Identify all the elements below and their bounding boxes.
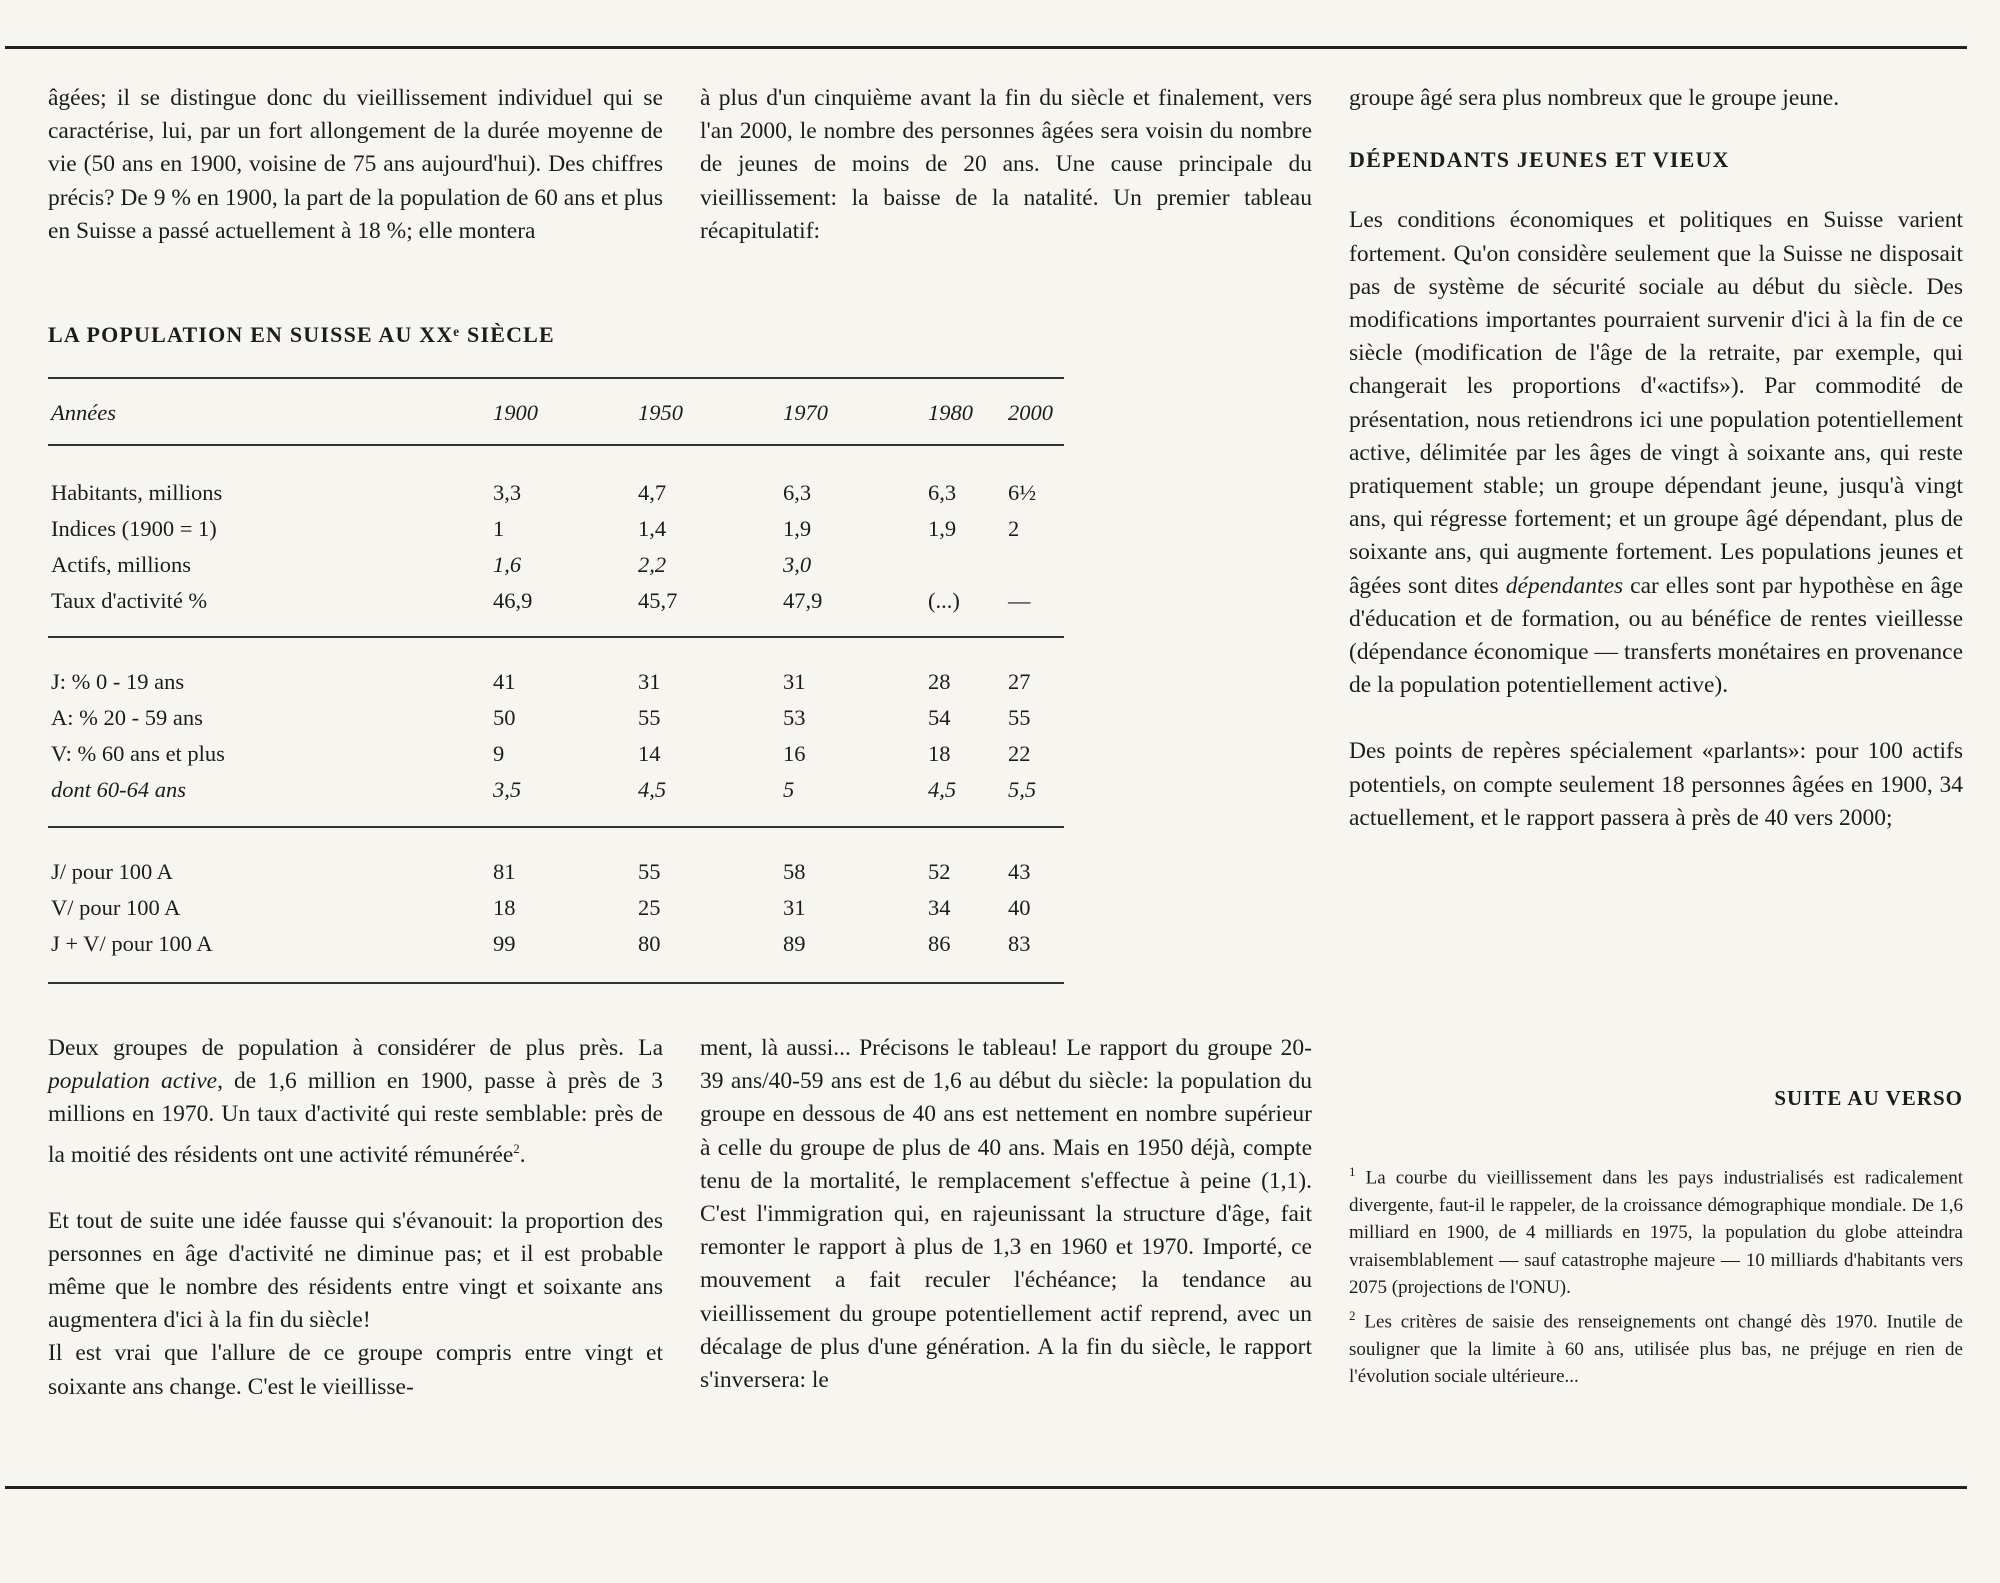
cell: 34 [928, 895, 951, 920]
footnote-mark: 1 [1349, 1164, 1356, 1179]
cell: 47,9 [783, 588, 823, 613]
cell: 58 [783, 859, 806, 884]
cell: 55 [1008, 705, 1031, 730]
cell: 14 [638, 741, 661, 766]
table-row [48, 859, 1064, 893]
cell: 83 [1008, 931, 1031, 956]
table-row [48, 588, 1064, 622]
column-2-top [700, 82, 1312, 248]
header-1980: 1980 [928, 400, 973, 425]
row-label: V: % 60 ans et plus [51, 741, 225, 766]
footnote-text: La courbe du vieillissement dans les pays industrialisés est radicalement divergente, faut-il le rappeler, de la croissance démographique mondiale. De 1,6 milliard en 1900, de 4 milliards en 1975, la population du globe atteindra vraisemblablement — sauf catastrophe majeure — 10 milliards d'habitants vers 2075 (projections de l'ONU). [1349, 1167, 1963, 1299]
cell: 4,5 [928, 777, 957, 802]
table-row [48, 669, 1064, 703]
table-rule-2 [48, 826, 1064, 828]
table-row [48, 705, 1064, 739]
table-row [48, 931, 1064, 965]
cell: 1,9 [928, 516, 957, 541]
table-row [48, 895, 1064, 929]
footnote-text: Les critères de saisie des renseignements ont changé dès 1970. Inutile de souligner que la limite à 60 ans, utilisée plus bas, ne préjuge en rien de l'évolution sociale ultérieure... [1349, 1311, 1963, 1388]
cell: 80 [638, 931, 661, 956]
emphasis: population active [48, 1068, 218, 1095]
text-run: , de 1,6 million en 1900, passe à près de 3 millions en 1970. Un taux d'activité qui reste semblable: près de la moitié des résidents ont une activité rémunérée [48, 1068, 664, 1168]
cell: 46,9 [493, 588, 533, 613]
column-2-bottom [700, 1032, 1312, 1397]
cell: 27 [1008, 669, 1031, 694]
table-rule-header [48, 444, 1064, 446]
row-label: J: % 0 - 19 ans [51, 669, 185, 694]
col3-paragraph-2: Des points de repères spécialement «parlants»: pour 100 actifs potentiels, on compte seulement 18 personnes âgées en 1900, 34 actuellement, et le rapport passera à près de 40 vers 2000; [1349, 738, 1963, 831]
cell: — [1008, 588, 1031, 613]
table-rule-1 [48, 636, 1064, 638]
cell: 89 [783, 931, 806, 956]
row-label: dont 60-64 ans [51, 777, 186, 802]
col2-bottom-paragraph: ment, là aussi... Précisons le tableau! Le rapport du groupe 20-39 ans/40-59 ans est de 1,6 au début du siècle: la population du groupe en dessous de 40 ans est nettement en nombre supérieur à celle du groupe de plus de 40 ans. Mais en 1950 déjà, compte tenu de la mortalité, le remplacement s'effectue à peine (1,1). C'est l'immigration qui, en rajeunissant la structure d'âge, fait remonter le rapport à plus de 1,3 en 1960 et 1970. Importé, ce mouvement a fait reculer l'échéance; la tendance au vieillissement du groupe potentiellement actif reprend, avec un décalage de plus d'une génération. A la fin du siècle, le rapport s'inversera: le [700, 1035, 1312, 1394]
footnotes [1349, 1158, 1963, 1391]
cell: 1,6 [493, 552, 522, 577]
header-2000: 2000 [1008, 400, 1053, 425]
col3-paragraph-0: groupe âgé sera plus nombreux que le groupe jeune. [1349, 85, 1840, 111]
cell: 43 [1008, 859, 1031, 884]
footnote-2 [1349, 1302, 1963, 1391]
header-1950: 1950 [638, 400, 683, 425]
cell: 54 [928, 705, 951, 730]
row-label: A: % 20 - 59 ans [51, 705, 203, 730]
text-run: car elles sont par hypothèse en âge d'éducation et de formation, ou au bénéfice de rentes vieillesse (dépendance économique — transferts monétaires en provenance de la population potentiellement active). [1349, 572, 1963, 699]
footnote-1 [1349, 1158, 1963, 1302]
cell: 45,7 [638, 588, 678, 613]
cell: 22 [1008, 741, 1031, 766]
row-label: Actifs, millions [51, 552, 191, 577]
col3-paragraph-1 [1349, 204, 1963, 702]
col1-bottom-paragraph-1 [48, 1032, 663, 1172]
col2-paragraph: à plus d'un cinquième avant la fin du siècle et finalement, vers l'an 2000, le nombre des personnes âgées sera voisin du nombre de jeunes de moins de 20 ans. Une cause principale du vieillissement: la baisse de la natalité. Un premier tableau récapitulatif: [700, 85, 1312, 244]
cell: 55 [638, 859, 661, 884]
cell: 6,3 [783, 480, 812, 505]
cell: 6½ [1008, 480, 1037, 505]
cell: 50 [493, 705, 516, 730]
cell: 5 [783, 777, 795, 802]
cell: 18 [493, 895, 516, 920]
cell: 81 [493, 859, 516, 884]
cell: 5,5 [1008, 777, 1037, 802]
cell: 53 [783, 705, 806, 730]
table-row [48, 741, 1064, 775]
top-rule [5, 46, 1967, 49]
cell: 25 [638, 895, 661, 920]
table-row [48, 480, 1064, 514]
cell: 3,5 [493, 777, 522, 802]
cell: 40 [1008, 895, 1031, 920]
cell: 31 [783, 895, 806, 920]
cell: 2 [1008, 516, 1020, 541]
cell: 3,0 [783, 552, 812, 577]
cell: 3,3 [493, 480, 522, 505]
cell: 6,3 [928, 480, 957, 505]
cell: 28 [928, 669, 951, 694]
col1-paragraph: âgées; il se distingue donc du vieillissement individuel qui se caractérise, lui, par un fort allongement de la durée moyenne de vie (50 ans en 1900, voisine de 75 ans aujourd'hui). Des chiffres précis? De 9 % en 1900, la part de la population de 60 ans et plus en Suisse a passé actuellement à 18 %; elle montera [48, 85, 663, 244]
table-header-row [48, 400, 1064, 434]
col1-bottom-paragraph-3: Il est vrai que l'allure de ce groupe compris entre vingt et soixante ans change. C'est le vieillisse- [48, 1340, 663, 1400]
cell: 1,4 [638, 516, 667, 541]
cell: 55 [638, 705, 661, 730]
table-row [48, 516, 1064, 550]
row-label: Indices (1900 = 1) [51, 516, 217, 541]
cell: 18 [928, 741, 951, 766]
table-rule-top [48, 377, 1064, 379]
column-1-top [48, 82, 663, 248]
row-label: V/ pour 100 A [51, 895, 181, 920]
row-label: Taux d'activité % [51, 588, 208, 613]
col1-bottom-paragraph-2: Et tout de suite une idée fausse qui s'évanouit: la proportion des personnes en âge d'activité ne diminue pas; et il est probable même que le nombre des résidents entre vingt et soixante ans augmentera d'ici à la fin du siècle! [48, 1207, 663, 1334]
row-label: J + V/ pour 100 A [51, 931, 213, 956]
cell: 2,2 [638, 552, 667, 577]
cell: 16 [783, 741, 806, 766]
text-run: Deux groupes de population à considérer de plus près. La [48, 1035, 663, 1061]
cell: (...) [928, 588, 960, 613]
header-label: Années [51, 400, 116, 425]
table-rule-bottom [48, 982, 1064, 984]
continued-note: SUITE AU VERSO [1774, 1086, 1963, 1110]
header-1970: 1970 [783, 400, 828, 425]
footnote-ref: 2 [513, 1140, 520, 1156]
cell: 41 [493, 669, 516, 694]
table-row [48, 552, 1064, 586]
text-run: Les conditions économiques et politiques en Suisse varient fortement. Qu'on considère seulement que la Suisse ne disposait pas de système de sécurité sociale au début du siècle. Des modifications importantes pourraient survenir d'ici à la fin de ce siècle (modification de l'âge de la retraite, par exemple, qui changerait les proportions d'«actifs»). Par commodité de présentation, nous retiendrons ici une population potentiellement active, délimitée par les âges de vingt à soixante ans, qui reste pratiquement stable; un groupe dépendant jeune, jusqu'à vingt ans, qui régresse fortement; et un groupe âgé dépendant, plus de soixante ans, qui augmente fortement. Les populations jeunes et âgées sont dites [1349, 207, 1963, 599]
cell: 4,5 [638, 777, 667, 802]
section-heading: DÉPENDANTS JEUNES ET VIEUX [1349, 147, 1730, 173]
emphasis: dépendantes [1505, 572, 1624, 599]
row-label: Habitants, millions [51, 480, 223, 505]
cell: 9 [493, 741, 505, 766]
cell: 31 [638, 669, 661, 694]
cell: 86 [928, 931, 951, 956]
column-1-bottom [48, 1032, 663, 1404]
cell: 31 [783, 669, 806, 694]
cell: 1,9 [783, 516, 812, 541]
column-3 [1349, 82, 1963, 835]
row-label: J/ pour 100 A [51, 859, 173, 884]
bottom-rule [5, 1486, 1967, 1489]
cell: 1 [493, 516, 505, 541]
text-run: . [519, 1141, 526, 1168]
cell: 4,7 [638, 480, 667, 505]
table-title: LA POPULATION EN SUISSE AU XXᵉ SIÈCLE [48, 322, 555, 347]
table-row [48, 777, 1064, 811]
footnote-mark: 2 [1349, 1307, 1356, 1323]
header-1900: 1900 [493, 400, 538, 425]
cell: 99 [493, 931, 516, 956]
cell: 52 [928, 859, 951, 884]
